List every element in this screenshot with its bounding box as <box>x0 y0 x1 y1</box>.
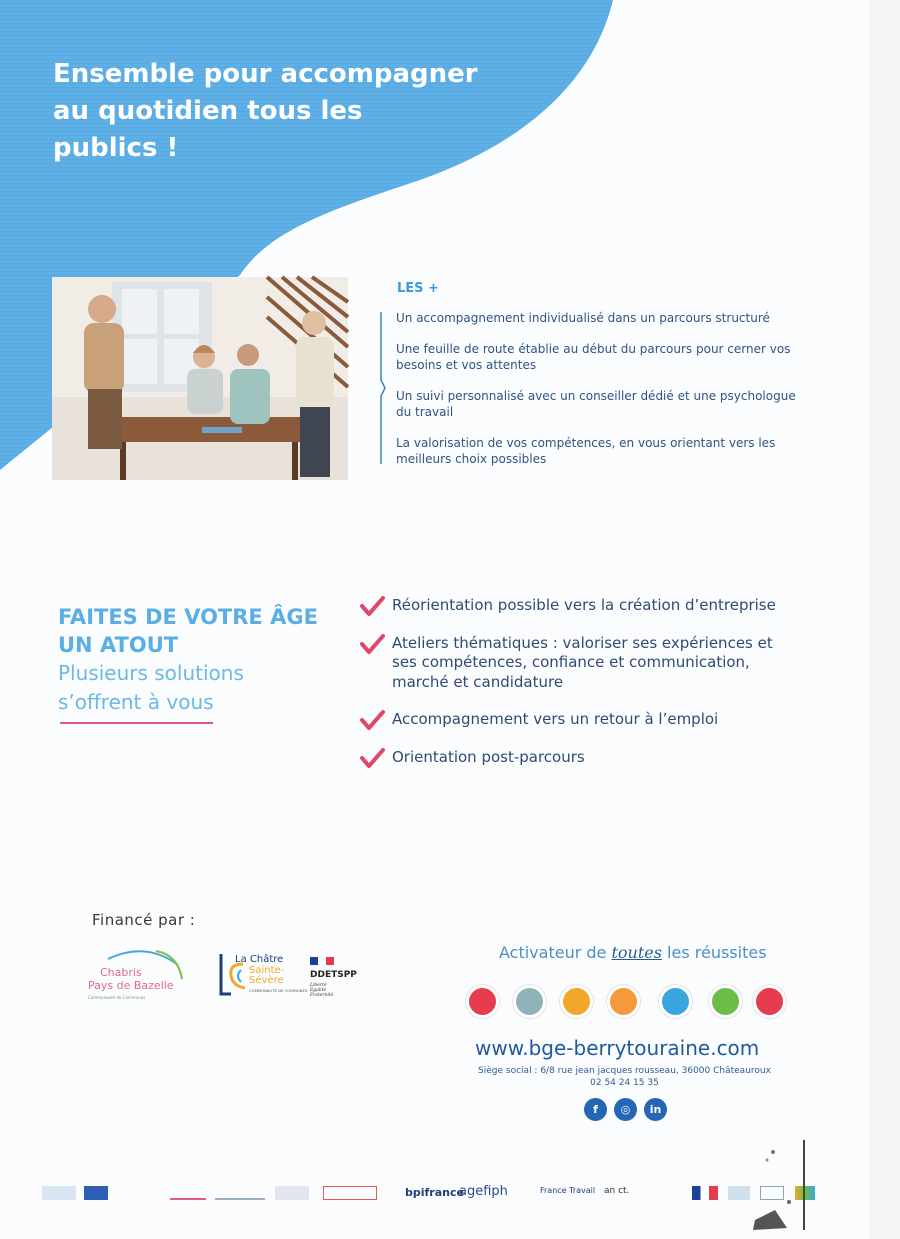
bge-pictogram-row <box>466 985 796 1025</box>
chatre-tagline: COMMUNAUTÉ DE COMMUNES <box>249 988 308 993</box>
bge-website-link[interactable]: www.bge-berrytouraine.com <box>475 1036 760 1060</box>
chabris-tagline: Communauté de Communes <box>88 995 146 1000</box>
prefecture-logo <box>692 1186 718 1200</box>
presentation-icon <box>560 985 593 1018</box>
age-title-line: FAITES DE VOTRE ÂGE <box>58 605 318 629</box>
instagram-icon[interactable]: ◎ <box>614 1098 637 1121</box>
list-item: Un suivi personnalisé avec un conseiller dédié et une psychologue du travail <box>396 389 796 419</box>
france-travail-logo: France Travail <box>540 1186 596 1195</box>
chabris-name-line: Pays de Bazelle <box>88 979 174 992</box>
les-plus-list <box>396 310 806 482</box>
age-subtitle-line: Plusieurs solutions <box>58 661 244 685</box>
qualiopi-logo <box>275 1186 309 1200</box>
banque-territoires-logo <box>323 1186 377 1200</box>
chabris-logo <box>88 945 196 1005</box>
hero-title-line: publics ! <box>53 133 179 163</box>
age-underline-divider <box>60 722 213 724</box>
checkmark-icon <box>360 748 384 768</box>
initiative-logo <box>170 1186 206 1200</box>
checkmark-icon <box>360 596 384 616</box>
monitor-icon <box>709 985 742 1018</box>
age-title-line: UN ATOUT <box>58 633 179 657</box>
chatre-name-line: La Châtre <box>235 954 284 965</box>
target-icon <box>513 985 546 1018</box>
ddetspp-motto-line: Égalité <box>310 988 327 993</box>
la-chatre-logo <box>215 950 308 1002</box>
agefiph-logo: agefiph <box>459 1184 508 1199</box>
ddetspp-motto-line: Liberté <box>310 983 327 988</box>
les-plus-title: LES + <box>397 281 439 296</box>
solution-text: Accompagnement vers un retour à l’emploi <box>392 710 719 728</box>
scan-artifact-marks <box>745 1140 805 1230</box>
checkmark-icon <box>360 634 384 654</box>
les-plus-bracket <box>380 312 390 464</box>
age-section-title <box>58 603 318 659</box>
bge-contact <box>462 1065 787 1089</box>
solution-item <box>360 710 800 730</box>
solution-text: Ateliers thématiques : valoriser ses expériences et ses compétences, confiance et communication, marché et candidature <box>392 633 773 691</box>
ddetspp-name: DDETSPP <box>310 970 357 980</box>
list-item: Un accompagnement individualisé dans un parcours structuré <box>396 311 770 325</box>
age-subtitle-line: s’offrent à vous <box>58 690 214 714</box>
list-item: Une feuille de route établie au début du parcours pour cerner vos besoins et vos attentes <box>396 342 791 372</box>
bge-tagline <box>499 943 767 962</box>
eu-flag-logo <box>84 1186 108 1200</box>
group-meeting-photo <box>52 277 348 480</box>
solution-item <box>360 634 800 693</box>
solution-item <box>360 596 800 616</box>
scan-page-edge <box>870 0 900 1239</box>
tagline-emphasis: toutes <box>611 943 662 962</box>
solution-item <box>360 748 800 768</box>
france-active-logo <box>215 1186 265 1200</box>
age-section-subtitle <box>58 659 244 717</box>
tagline-text: Activateur de <box>499 943 612 962</box>
partner-logo-strip <box>40 1180 830 1210</box>
bge-phone: 02 54 24 15 35 <box>590 1078 659 1088</box>
list-item: La valorisation de vos compétences, en vous orientant vers les meilleurs choix possibles <box>396 436 776 466</box>
solution-text: Réorientation possible vers la création d’entreprise <box>392 596 776 614</box>
hero-title <box>53 56 533 167</box>
chatre-name-line: Sévère <box>249 975 284 986</box>
ddetspp-motto-line: Fraternité <box>310 993 334 998</box>
chabris-name-line: Chabris <box>100 966 142 979</box>
tagline-text: les réussites <box>661 943 767 962</box>
chatre-name-line: Sainte- <box>249 965 285 976</box>
solutions-list <box>360 596 800 785</box>
bpifrance-logo: bpifrance <box>405 1186 464 1199</box>
hero-title-line: Ensemble pour accompagner <box>53 59 478 89</box>
bge-address: Siège social : 6/8 rue jean jacques rousseau, 36000 Châteauroux <box>478 1066 771 1076</box>
social-links <box>584 1098 674 1122</box>
checkmark-icon <box>360 710 384 730</box>
solution-text: Orientation post-parcours <box>392 747 585 766</box>
hero-title-line: au quotidien tous les <box>53 96 363 126</box>
facebook-icon[interactable]: f <box>584 1098 607 1121</box>
financed-by-label: Financé par : <box>92 911 196 929</box>
ddetspp-logo <box>308 955 368 1003</box>
centre-val-de-loire-logo <box>42 1186 76 1200</box>
document-icon <box>659 985 692 1018</box>
network-icon <box>607 985 640 1018</box>
linkedin-icon[interactable]: in <box>644 1098 667 1121</box>
rocket-icon <box>466 985 499 1018</box>
anct-logo: an ct. <box>604 1186 630 1196</box>
teamwork-icon <box>753 985 786 1018</box>
